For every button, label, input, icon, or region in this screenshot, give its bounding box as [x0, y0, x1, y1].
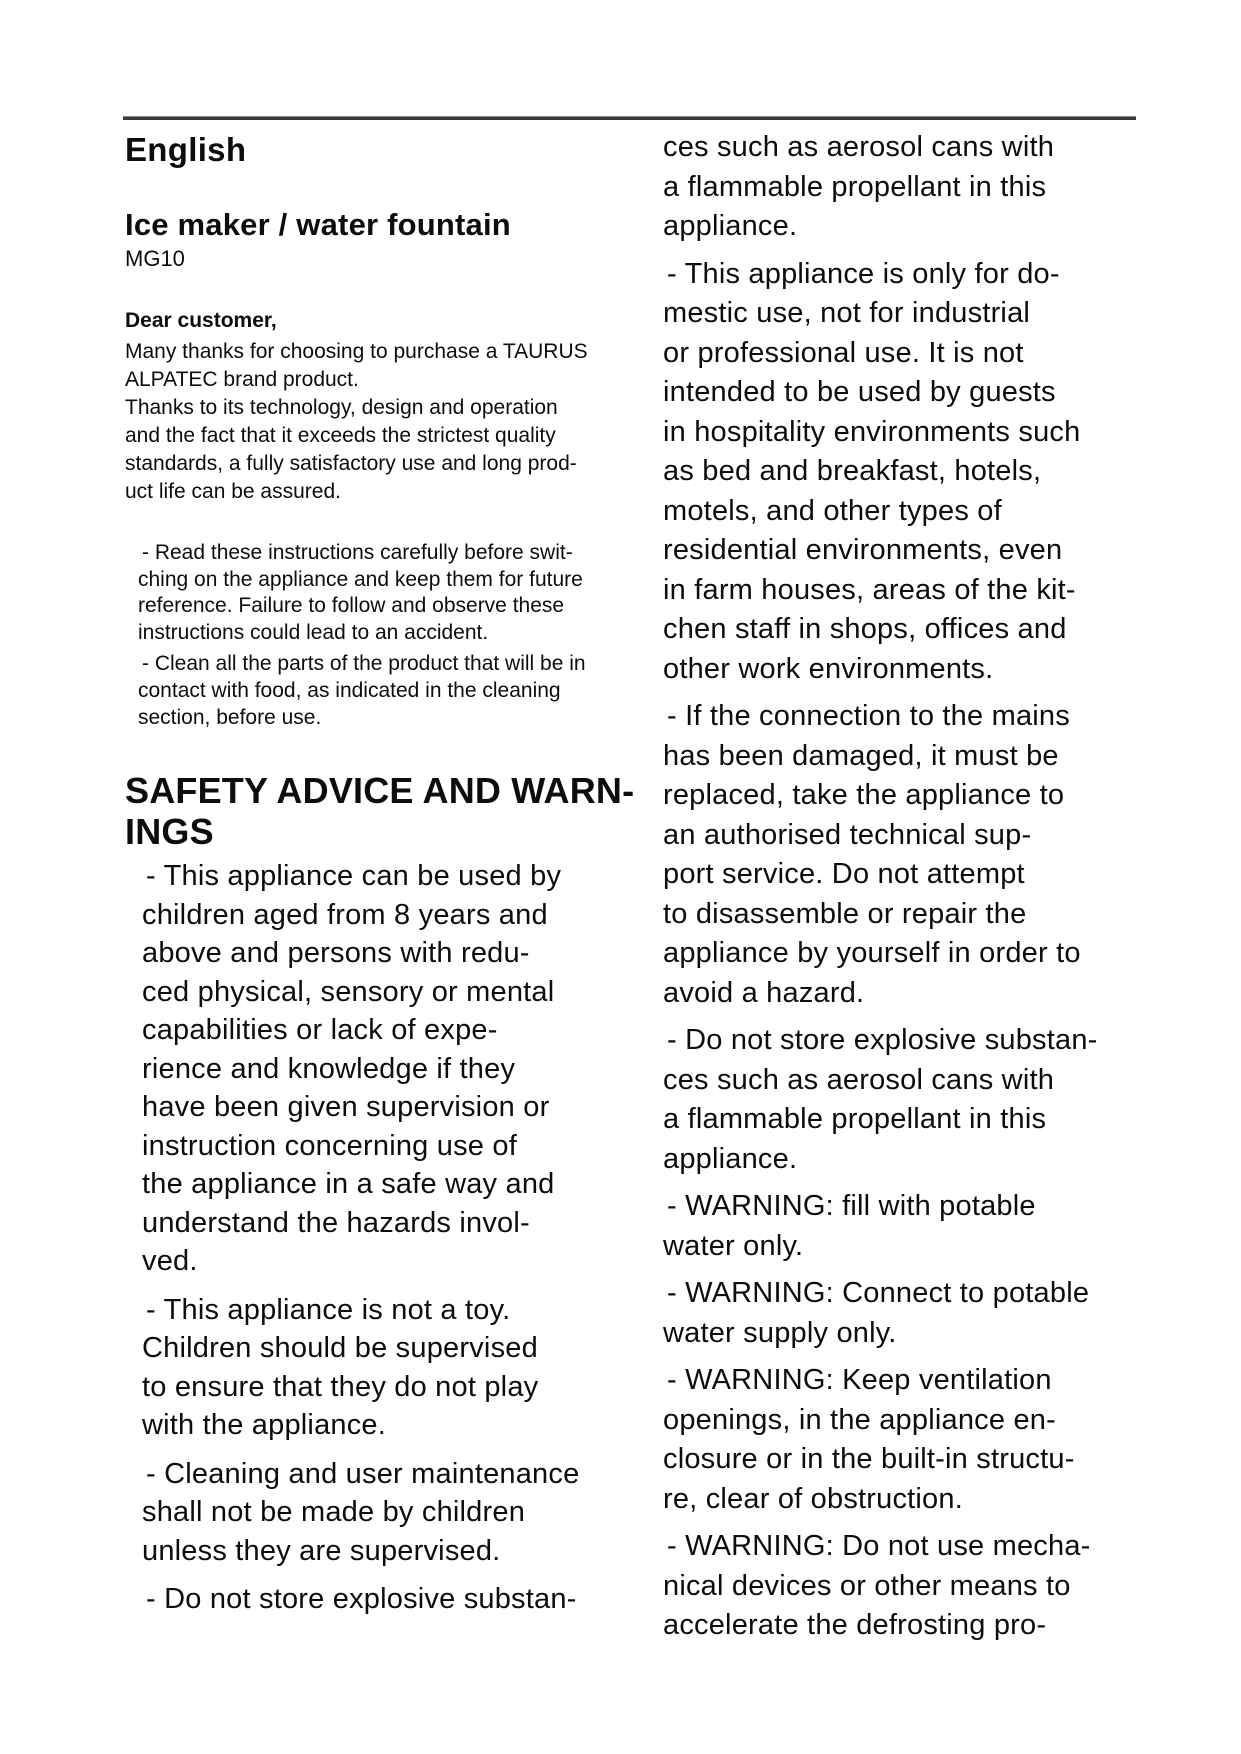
text-line: motels, and other types of — [663, 494, 1002, 527]
text-line: children aged from 8 years and — [142, 898, 548, 931]
text-line: understand the hazards invol- — [142, 1206, 530, 1239]
text-line: ved. — [142, 1245, 198, 1278]
text-line: contact with food, as indicated in the cleaning — [138, 678, 561, 702]
text-line: - If the connection to the mains — [667, 700, 1070, 732]
text-line: rience and knowledge if they — [142, 1052, 516, 1085]
text-line: instruction concerning use of — [142, 1129, 517, 1162]
text-line: uct life can be assured. — [125, 480, 341, 503]
text-line: - This appliance is only for do- — [667, 257, 1060, 290]
text-line: - Cleaning and user maintenance — [146, 1457, 580, 1490]
paragraph — [663, 1361, 1163, 1519]
text-line: ching on the appliance and keep them for future — [138, 567, 583, 591]
text-line: section, before use. — [138, 705, 322, 729]
text-line: unless they are supervised. — [142, 1534, 501, 1567]
text-line: chen staff in shops, offices and — [663, 613, 1067, 645]
paragraph — [142, 1291, 625, 1445]
text-line: ces such as aerosol cans with — [663, 131, 1055, 163]
text-line: accelerate the defrosting pro- — [663, 1609, 1047, 1641]
text-line: - Read these instructions carefully before swit- — [142, 541, 573, 564]
text-line: to ensure that they do not play — [142, 1370, 539, 1403]
text-line: - WARNING: fill with potable — [667, 1190, 1036, 1222]
paragraph — [663, 128, 1163, 247]
text-line: INGS — [125, 811, 214, 853]
text-line: re, clear of obstruction. — [663, 1482, 963, 1515]
paragraph — [663, 1187, 1163, 1266]
text-line: - This appliance can be used by — [146, 860, 562, 893]
text-line: as bed and breakfast, hotels, — [663, 455, 1042, 487]
text-line: has been damaged, it must be — [663, 739, 1059, 772]
text-line: other work environments. — [663, 652, 994, 685]
text-line: or professional use. It is not — [663, 336, 1024, 369]
text-line: mestic use, not for industrial — [663, 297, 1031, 329]
text-line: have been given supervision or — [142, 1091, 550, 1124]
text-line: reference. Failure to follow and observe these — [138, 594, 565, 618]
paragraph — [663, 697, 1163, 1013]
usage-notes — [125, 540, 625, 731]
text-line: Children should be supervised — [142, 1332, 538, 1365]
paragraph — [138, 540, 625, 646]
text-line: appliance. — [663, 210, 798, 242]
right-column — [663, 128, 1163, 1654]
text-line: and the fact that it exceeds the strictest quality — [125, 424, 556, 447]
text-line: closure or in the built-in structu- — [663, 1443, 1075, 1475]
text-line: nical devices or other means to — [663, 1569, 1071, 1602]
text-line: intended to be used by guests — [663, 376, 1056, 408]
text-line: water supply only. — [663, 1316, 897, 1349]
text-line: port service. Do not attempt — [663, 858, 1025, 890]
text-line: - This appliance is not a toy. — [146, 1293, 511, 1326]
text-line: in hospitality environments such — [663, 415, 1081, 448]
paragraph — [142, 1580, 625, 1619]
text-line: appliance. — [663, 1142, 798, 1175]
text-line: shall not be made by children — [142, 1496, 526, 1529]
text-line: an authorised technical sup- — [663, 818, 1032, 851]
model-number: MG10 — [125, 246, 185, 271]
text-line: avoid a hazard. — [663, 976, 865, 1009]
product-title: Ice maker / water fountain — [125, 207, 511, 242]
text-line: standards, a fully satisfactory use and long prod- — [125, 452, 577, 475]
text-line: SAFETY ADVICE AND WARN- — [125, 770, 635, 812]
text-line: Thanks to its technology, design and operation — [125, 396, 558, 419]
section-heading — [125, 770, 635, 853]
text-line: Many thanks for choosing to purchase a TAURUS — [125, 340, 588, 363]
text-line: water only. — [663, 1229, 804, 1262]
text-line: capabilities or lack of expe- — [142, 1014, 498, 1047]
text-line: - WARNING: Keep ventilation — [667, 1364, 1052, 1396]
text-line: appliance by yourself in order to — [663, 937, 1081, 969]
intro-paragraph — [125, 338, 625, 506]
text-line: replaced, take the appliance to — [663, 779, 1065, 811]
text-line: above and persons with redu- — [142, 937, 530, 970]
language-heading: English — [125, 131, 247, 168]
text-line: - Do not store explosive substan- — [667, 1024, 1098, 1056]
text-line: - Do not store explosive substan- — [146, 1583, 577, 1616]
paragraph — [138, 651, 625, 731]
text-line: a flammable propellant in this — [663, 1103, 1047, 1135]
text-line: in farm houses, areas of the kit- — [663, 573, 1076, 606]
text-line: the appliance in a safe way and — [142, 1168, 555, 1201]
text-line: openings, in the appliance en- — [663, 1403, 1056, 1436]
left-column — [125, 130, 635, 1629]
text-line: instructions could lead to an accident. — [138, 620, 489, 644]
text-line: - WARNING: Connect to potable — [667, 1277, 1090, 1309]
text-line: residential environments, even — [663, 534, 1063, 566]
text-line: - Clean all the parts of the product that will be in — [142, 652, 586, 676]
paragraph — [663, 1021, 1163, 1179]
text-line: ALPATEC brand product. — [125, 368, 359, 391]
text-line: ces such as aerosol cans with — [663, 1063, 1055, 1096]
text-line: ced physical, sensory or mental — [142, 975, 555, 1008]
paragraph — [142, 1455, 625, 1571]
text-line: - WARNING: Do not use mecha- — [667, 1530, 1091, 1562]
paragraph — [663, 1527, 1163, 1646]
paragraph — [142, 857, 625, 1281]
paragraph — [663, 1274, 1163, 1353]
paragraph — [663, 255, 1163, 690]
greeting: Dear customer, — [125, 309, 277, 332]
text-line: a flammable propellant in this — [663, 170, 1047, 203]
text-line: to disassemble or repair the — [663, 897, 1027, 930]
header-rule — [123, 116, 1136, 120]
safety-text-left — [125, 857, 625, 1619]
text-line: with the appliance. — [142, 1409, 387, 1442]
